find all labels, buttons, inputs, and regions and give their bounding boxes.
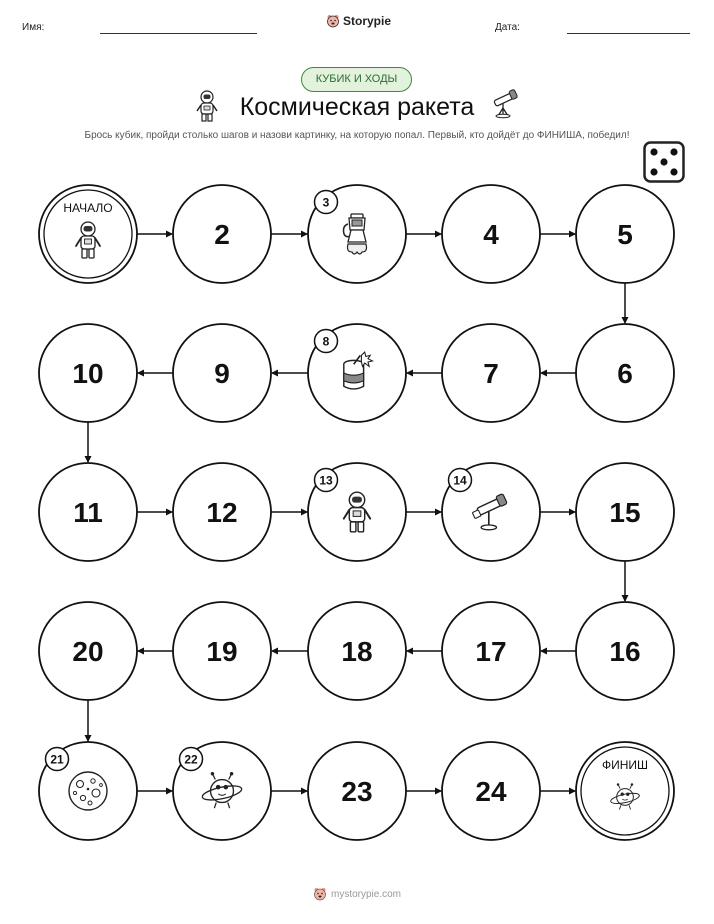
date-label: Дата: (495, 22, 520, 33)
board-cell-5[interactable] (576, 185, 674, 283)
cell-number: 7 (483, 358, 499, 389)
board-cell-8[interactable] (308, 324, 406, 422)
start-label: НАЧАЛО (63, 201, 113, 215)
category-pill: КУБИК И ХОДЫ (301, 67, 412, 92)
cell-number: 14 (453, 473, 467, 488)
cell-number: 5 (617, 219, 633, 250)
board-cell-16[interactable] (576, 602, 674, 700)
board-cell-12[interactable] (173, 463, 271, 561)
footer (0, 887, 714, 901)
board-cell-15[interactable] (576, 463, 674, 561)
cell-number: 20 (72, 636, 104, 667)
board-cell-23[interactable] (308, 742, 406, 840)
board-cell-7[interactable] (442, 324, 540, 422)
cell-number: 16 (609, 636, 641, 667)
board-cell-18[interactable] (308, 602, 406, 700)
board-cell-11[interactable] (39, 463, 137, 561)
cell-number: 17 (475, 636, 507, 667)
name-label: Имя: (22, 22, 45, 33)
cell-number: 8 (322, 334, 330, 349)
board-cell-19[interactable] (173, 602, 271, 700)
cell-number: 10 (72, 358, 104, 389)
cell-number: 6 (617, 358, 633, 389)
finish-cell[interactable] (576, 742, 674, 840)
cell-number: 11 (73, 497, 103, 528)
board-cell-20[interactable] (39, 602, 137, 700)
cell-number: 15 (609, 497, 641, 528)
finish-label: ФИНИШ (601, 758, 649, 772)
cell-number: 12 (206, 497, 238, 528)
board-cell-6[interactable] (576, 324, 674, 422)
cell-number: 23 (341, 776, 373, 807)
cell-number: 13 (319, 473, 333, 488)
board-cells (39, 185, 674, 840)
start-cell[interactable] (39, 185, 137, 283)
cell-number: 22 (184, 752, 198, 767)
page-title: Космическая ракета (239, 93, 475, 121)
cell-number: 21 (50, 752, 64, 767)
board-cell-21[interactable] (39, 742, 137, 840)
bear-logo-icon (313, 887, 327, 901)
board-cell-24[interactable] (442, 742, 540, 840)
board-cell-17[interactable] (442, 602, 540, 700)
instructions: Брось кубик, пройди столько шагов и назови картинку, на которую попал. Первый, кто дойдёт до ФИНИША, победил! (84, 130, 630, 141)
cell-number: 3 (322, 195, 330, 210)
board-cell-9[interactable] (173, 324, 271, 422)
cell-number: 2 (214, 219, 230, 250)
board-cell-22[interactable] (173, 742, 271, 840)
board-cell-2[interactable] (173, 185, 271, 283)
footer-site: mystorypie.com (330, 888, 401, 900)
board-cell-3[interactable] (308, 185, 406, 283)
board-cell-13[interactable] (308, 463, 406, 561)
cell-number: 18 (341, 636, 373, 667)
cell-number: 19 (206, 636, 238, 667)
cell-number: 9 (214, 358, 230, 389)
board-cell-4[interactable] (442, 185, 540, 283)
board-cell-10[interactable] (39, 324, 137, 422)
moon-icon (69, 772, 107, 810)
board-cell-14[interactable] (442, 463, 540, 561)
cell-number: 24 (475, 776, 507, 807)
cell-number: 4 (483, 219, 499, 250)
brand-name: Storypie (343, 14, 392, 28)
